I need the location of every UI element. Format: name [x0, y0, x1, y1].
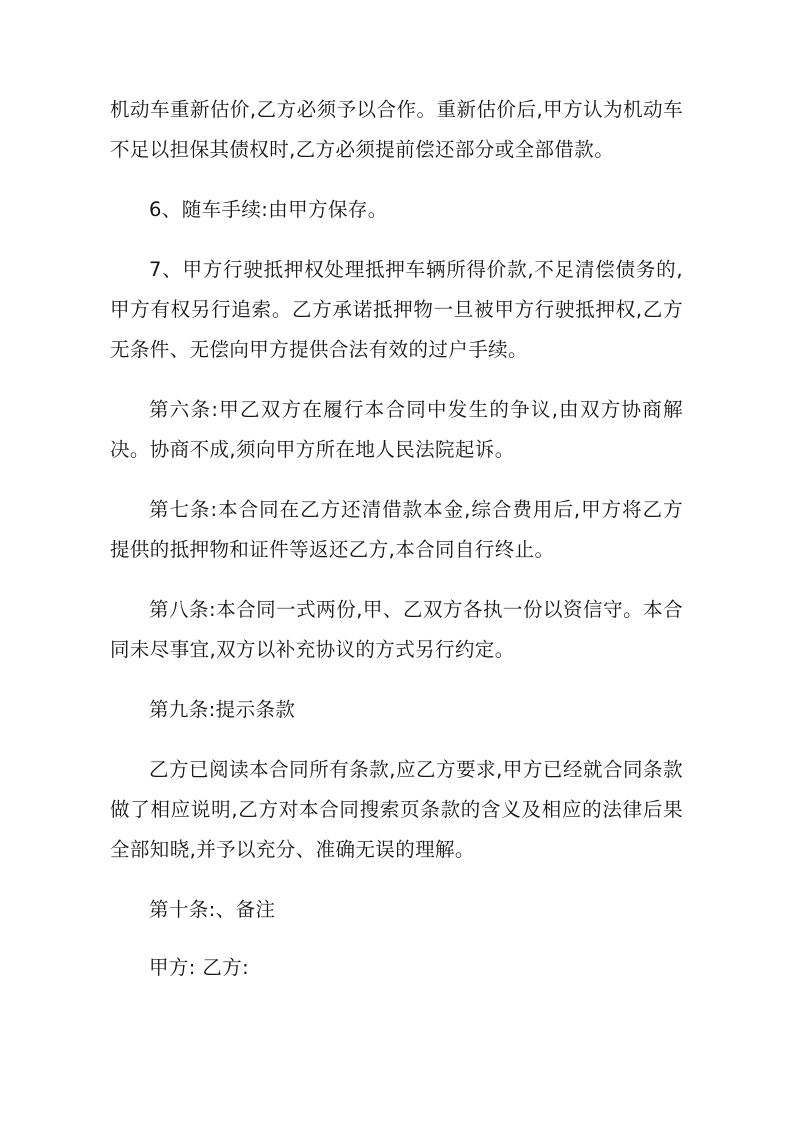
paragraph-article-8-copies: 第八条:本合同一式两份,甲、乙双方各执一份以资信守。本合同未尽事宜,双方以补充协议的方式另行约定。: [110, 598, 683, 661]
document-body: [110, 90, 683, 988]
signature-line: 甲方: 乙方:: [149, 956, 250, 979]
paragraph-item-7-mortgage-rights: 7、甲方行驶抵押权处理抵押车辆所得价款,不足清偿债务的,甲方有权另行追索。乙方承诺抵押物一旦被甲方行驶抵押权,乙方无条件、无偿向甲方提供合法有效的过户手续。: [110, 258, 683, 361]
paragraph-article-6-disputes: 第六条:甲乙双方在履行本合同中发生的争议,由双方协商解决。协商不成,须向甲方所在地人民法院起诉。: [110, 398, 683, 461]
heading-article-9-title: 第九条:提示条款: [149, 698, 296, 721]
heading-article-10-remarks: 第十条:、备注: [149, 898, 276, 921]
paragraph-article-7-termination: 第七条:本合同在乙方还清借款本金,综合费用后,甲方将乙方提供的抵押物和证件等返还乙方,本合同自行终止。: [110, 498, 683, 561]
paragraph-article-9-body: 乙方已阅读本合同所有条款,应乙方要求,甲方已经就合同条款做了相应说明,乙方对本合同搜索页条款的含义及相应的法律后果全部知晓,并予以充分、准确无误的理解。: [110, 758, 683, 861]
paragraph-item-6-vehicle-documents: 6、随车手续:由甲方保存。: [149, 198, 388, 221]
paragraph-clause-5-continued: 机动车重新估价,乙方必须予以合作。重新估价后,甲方认为机动车不足以担保其债权时,乙方必须提前偿还部分或全部借款。: [110, 98, 683, 161]
